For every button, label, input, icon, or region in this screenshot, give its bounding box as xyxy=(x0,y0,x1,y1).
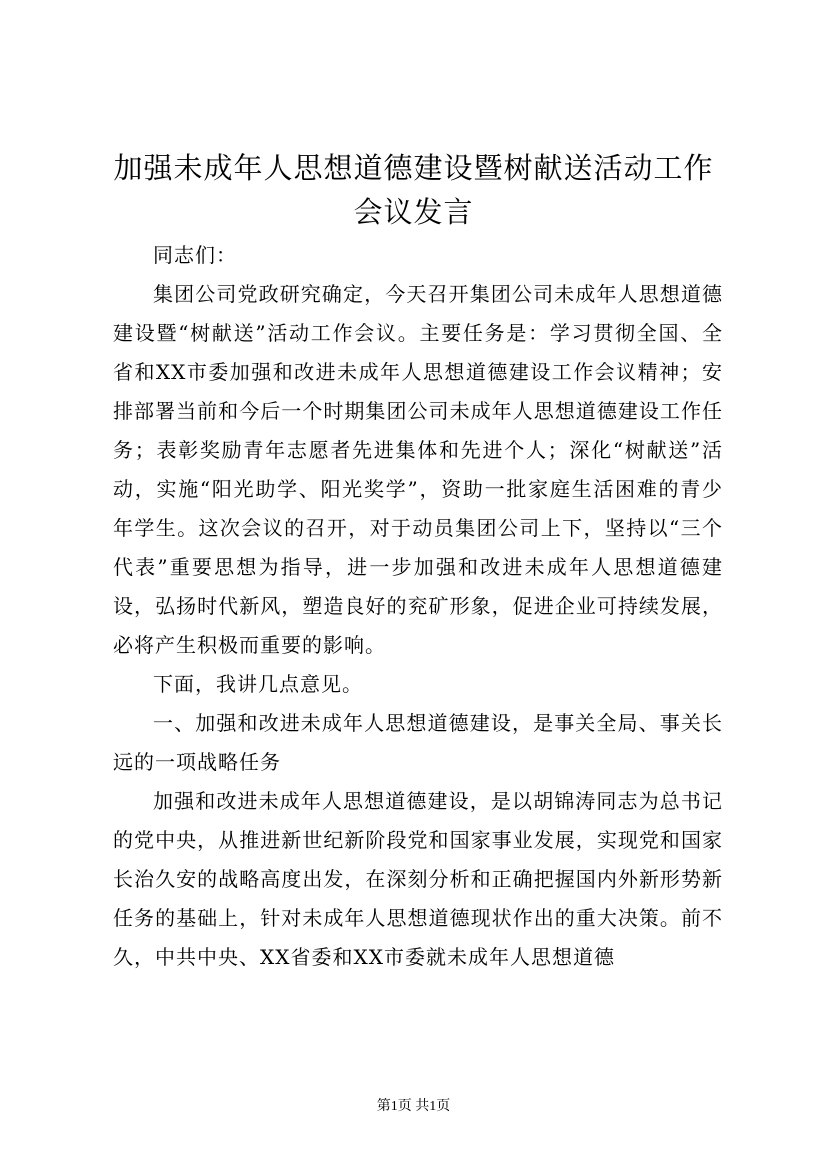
section-heading-1: 一、加强和改进未成年人思想道德建设，是事关全局、事关长远的一项战略任务 xyxy=(113,711,723,774)
document-title xyxy=(100,146,727,234)
title-line-2: 会议发言 xyxy=(353,195,474,229)
document-body xyxy=(113,236,723,977)
salutation: 同志们： xyxy=(153,243,237,267)
page-footer: 第1页 共1页 xyxy=(376,1099,451,1114)
paragraph-intro: 集团公司党政研究确定，今天召开集团公司未成年人思想道德建设暨“树献送”活动工作会议。主要任务是：学习贯彻全国、全省和XX市委加强和改进未成年人思想道德建设工作会议精神；安排部署当前和今后一个时期集团公司未成年人思想道德建设工作任务；表彰奖励青年志愿者先进集体和先进个人；深化“树献送”活动，实施“阳光助学、阳光奖学”，资助一批家庭生活困难的青少年学生。这次会议的召开，对于动员集团公司上下，坚持以“三个代表”重要思想为指导，进一步加强和改进未成年人思想道德建设，弘扬时代新风，塑造良好的兖矿形象，促进企业可持续发展，必将产生积极而重要的影响。 xyxy=(113,282,723,657)
paragraph-section-1: 加强和改进未成年人思想道德建设，是以胡锦涛同志为总书记的党中央，从推进新世纪新阶段党和国家事业发展，实现党和国家长治久安的战略高度出发，在深刻分析和正确把握国内外新形势新任务的基础上，针对未成年人思想道德现状作出的重大决策。前不久，中共中央、XX省委和XX市委就未成年人思想道德 xyxy=(113,789,723,969)
title-line-1: 加强未成年人思想道德建设暨树献送活动工作 xyxy=(113,151,714,185)
paragraph-transition: 下面，我讲几点意见。 xyxy=(153,672,363,696)
